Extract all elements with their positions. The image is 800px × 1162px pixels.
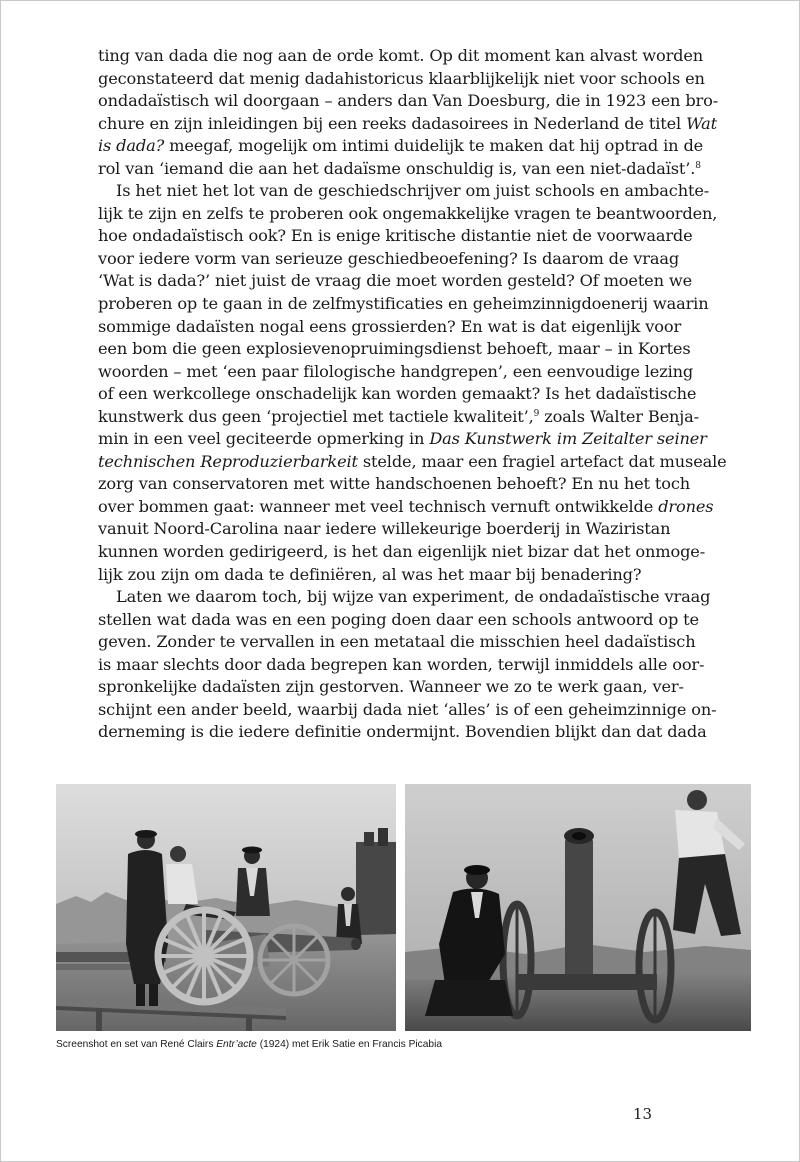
text-line: Laten we daarom toch, bij wijze van experiment, de ondadaïstische vraag (116, 587, 711, 607)
text-line: Is het niet het lot van de geschiedschrijver om juist schools en ambachte- (116, 181, 710, 201)
text-line: woorden – met ‘een paar filologische handgrepen’, een eenvoudige lezing (98, 361, 694, 381)
caption-film-title: Entr’acte (216, 1039, 257, 1050)
text-line: een bom die geen explosievenopruimingsdienst behoeft, maar – in Kortes (98, 339, 691, 359)
text-line: kunnen worden gedirigeerd, is het dan eigenlijk niet bizar dat het onmoge- (98, 542, 706, 562)
text-line: technischen Reproduzierbarkeit stelde, maar een fragiel artefact dat museale (98, 451, 727, 471)
text-line: spronkelijke dadaïsten zijn gestorven. Wanneer we zo te werk gaan, ver- (98, 677, 684, 697)
italic-word: drones (658, 496, 714, 516)
text-line: proberen op te gaan in de zelfmystificaties en geheimzinnigdoenerij waarin (98, 294, 709, 314)
italic-title: Wat (686, 113, 717, 133)
italic-title: Das Kunstwerk im Zeitalter seiner (429, 429, 707, 449)
text-line: kunstwerk dus geen ‘projectiel met tactiele kwaliteit’,$^9$ zoals Walter Benja- (98, 406, 699, 426)
text-line: ‘Wat is dada?’ niet juist de vraag die moet worden gesteld? Of moeten we (98, 271, 693, 291)
text-line: ondadaïstisch wil doorgaan – anders dan Van Doesburg, die in 1923 een bro- (98, 91, 719, 111)
paragraph-3 (98, 586, 717, 744)
text-line: min in een veel geciteerde opmerking in Das Kunstwerk im Zeitalter seiner (98, 429, 707, 449)
italic-title: technischen Reproduzierbarkeit (98, 451, 358, 471)
paragraph-1 (98, 45, 719, 180)
photo-caption: Screenshot en set van René Clairs Entr’acte (1924) met Erik Satie en Francis Picabia (56, 1039, 443, 1050)
text-line: lijk te zijn en zelfs te proberen ook ongemakkelijke vragen te beantwoorden, (98, 203, 718, 223)
text-line: is dada? meegaf, mogelijk om intimi duidelijk te maken dat hij optrad in de (98, 136, 704, 156)
italic-title: is dada? (98, 136, 165, 156)
text-line: of een werkcollege onschadelijk kan worden gemaakt? Is het dadaïstische (98, 384, 697, 404)
footnote-ref: 8 (695, 160, 701, 171)
text-line: ting van dada die nog aan de orde komt. Op dit moment kan alvast worden (98, 46, 704, 65)
page-number: 13 (633, 1105, 653, 1123)
paragraph-2 (98, 180, 727, 586)
text-line: schijnt een ander beeld, waarbij dada niet ‘alles’ is of een geheimzinnige on- (98, 699, 717, 719)
footnote-ref: 9 (533, 408, 540, 419)
text-line: sommige dadaïsten nogal eens grossierden? En wat is dat eigenlijk voor (98, 316, 682, 336)
text-line: stellen wat dada was en een poging doen daar een schools antwoord op te (98, 609, 699, 629)
text-line: geven. Zonder te vervallen in een metataal die misschien heel dadaïstisch (98, 632, 696, 652)
text-line: voor iedere vorm van serieuze geschiedbeoefening? Is daarom de vraag (98, 248, 680, 268)
body-text (98, 45, 727, 744)
text-line: derneming is die iedere definitie ondermijnt. Bovendien blijkt dan dat dada (98, 722, 707, 742)
text-line: geconstateerd dat menig dadahistoricus klaarblijkelijk niet voor schools en (98, 68, 705, 88)
text-line: lijk zou zijn om dada te definiëren, al was het maar bij benadering? (98, 564, 642, 584)
text-line: over bommen gaat: wanneer met veel technisch vernuft ontwikkelde drones (98, 496, 714, 516)
text-line: chure en zijn inleidingen bij een reeks dadasoirees in Nederland de titel Wat (98, 113, 717, 133)
photo-rooftop-set (56, 784, 396, 1031)
photo-film-still-image (405, 784, 751, 1031)
photo-film-still (405, 784, 751, 1031)
text-line: zorg van conservatoren met witte handschoenen behoeft? En nu het toch (98, 474, 691, 494)
photo-rooftop-set-image (56, 784, 396, 1031)
text-line: is maar slechts door dada begrepen kan worden, terwijl inmiddels alle oor- (98, 654, 705, 674)
text-line: vanuit Noord-Carolina naar iedere willekeurige boerderij in Waziristan (98, 519, 671, 539)
text-line: hoe ondadaïstisch ook? En is enige kritische distantie niet de voorwaarde (98, 226, 693, 246)
text-line: rol van ‘iemand die aan het dadaïsme onschuldig is, van een niet-dadaïst’.$^8$ (98, 158, 701, 178)
